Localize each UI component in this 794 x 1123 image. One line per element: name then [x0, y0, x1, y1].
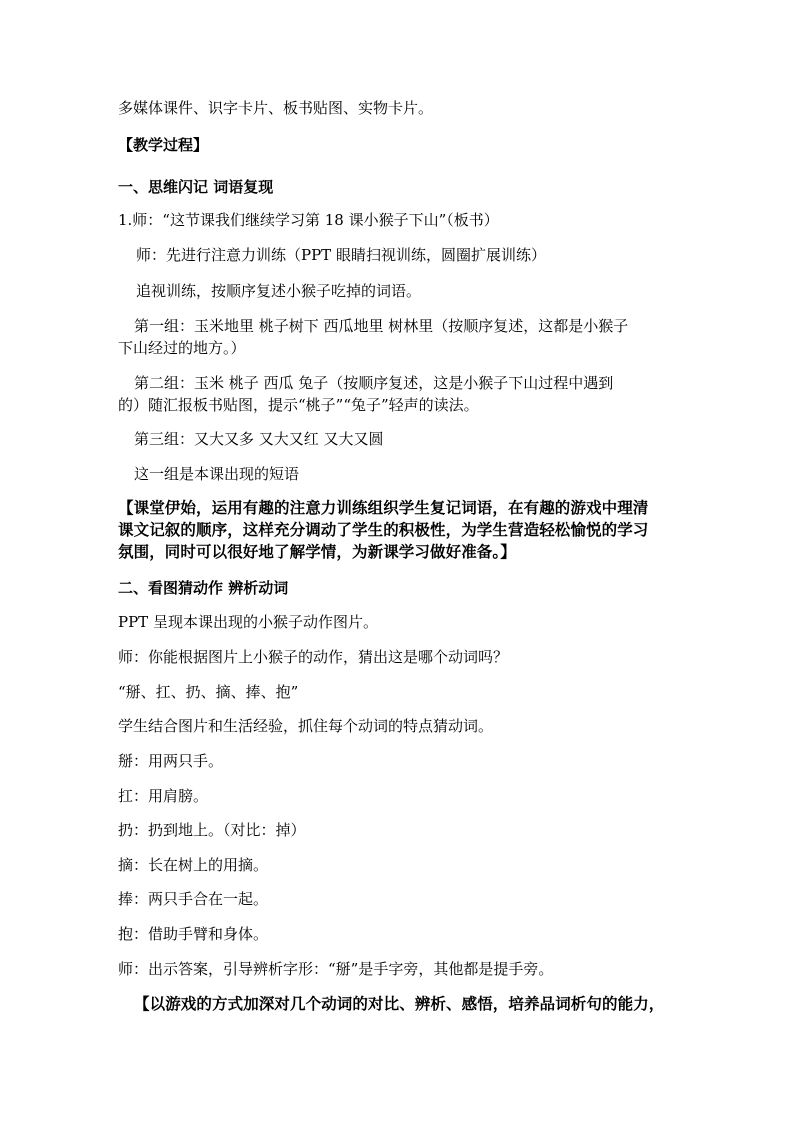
group1-line-a: 第一组：玉米地里 桃子树下 西瓜地里 树林里（按顺序复述，这都是小猴子	[134, 317, 629, 335]
materials-line: 多媒体课件、识字卡片、板书贴图、实物卡片。	[118, 99, 434, 117]
teacher-question-line: 师：你能根据图片上小猴子的动作，猜出这是哪个动词吗？	[118, 648, 509, 666]
teacher-attention-line: 师：先进行注意力训练（PPT 眼睛扫视训练，圆圈扩展训练）	[136, 246, 546, 264]
comment1-line-c: 氛围，同时可以很好地了解学情，为新课学习做好准备。】	[118, 542, 516, 561]
verb-bai-line: 掰：用两只手。	[118, 752, 224, 770]
group2-line-a: 第二组：玉米 桃子 西瓜 兔子（按顺序复述，这是小猴子下山过程中遇到	[134, 374, 614, 392]
verbs-line: “掰、扛、扔、摘、捧、抱”	[118, 683, 299, 701]
verb-zhai-line: 摘：长在树上的用摘。	[118, 856, 269, 874]
section2-title: 二、看图猜动作 辨析动词	[118, 579, 289, 597]
group3-line: 第三组：又大又多 又大又红 又大又圆	[134, 430, 384, 448]
verb-reng-line: 扔：扔到地上。（对比：掉）	[118, 821, 306, 839]
students-guess-line: 学生结合图片和生活经验，抓住每个动词的特点猜动词。	[118, 717, 494, 735]
item1-line: 1.师：“这节课我们继续学习第 18 课小猴子下山”（板书）	[118, 211, 499, 229]
ppt-show-line: PPT 呈现本课出现的小猴子动作图片。	[118, 613, 378, 631]
comment1-line-b: 课文记叙的顺序，这样充分调动了学生的积极性，为学生营造轻松愉悦的学习	[118, 520, 649, 539]
group2-line-b: 的）随汇报板书贴图，提示“桃子”“兔子”轻声的读法。	[118, 396, 479, 414]
verb-peng-line: 捧：两只手合在一起。	[118, 890, 269, 908]
phrase-note-line: 这一组是本课出现的短语	[134, 465, 300, 483]
section1-title: 一、思维闪记 词语复现	[118, 178, 274, 196]
teacher-answer-line: 师：出示答案，引导辨析字形：“掰”是手字旁，其他都是提手旁。	[118, 960, 554, 978]
verb-bao-line: 抱：借助手臂和身体。	[118, 925, 269, 943]
group1-line-b: 下山经过的地方。）	[118, 339, 246, 357]
verb-kang-line: 扛：用肩膀。	[118, 787, 209, 805]
chase-training-line: 追视训练，按顺序复述小猴子吃掉的词语。	[136, 282, 422, 300]
comment2-line-a: 【以游戏的方式加深对几个动词的对比、辨析、感悟，培养品词析句的能力，	[134, 994, 665, 1013]
teaching-process-heading: 【教学过程】	[118, 136, 209, 154]
comment1-line-a: 【课堂伊始，运用有趣的注意力训练组织学生复记词语，在有趣的游戏中理清	[118, 498, 649, 517]
